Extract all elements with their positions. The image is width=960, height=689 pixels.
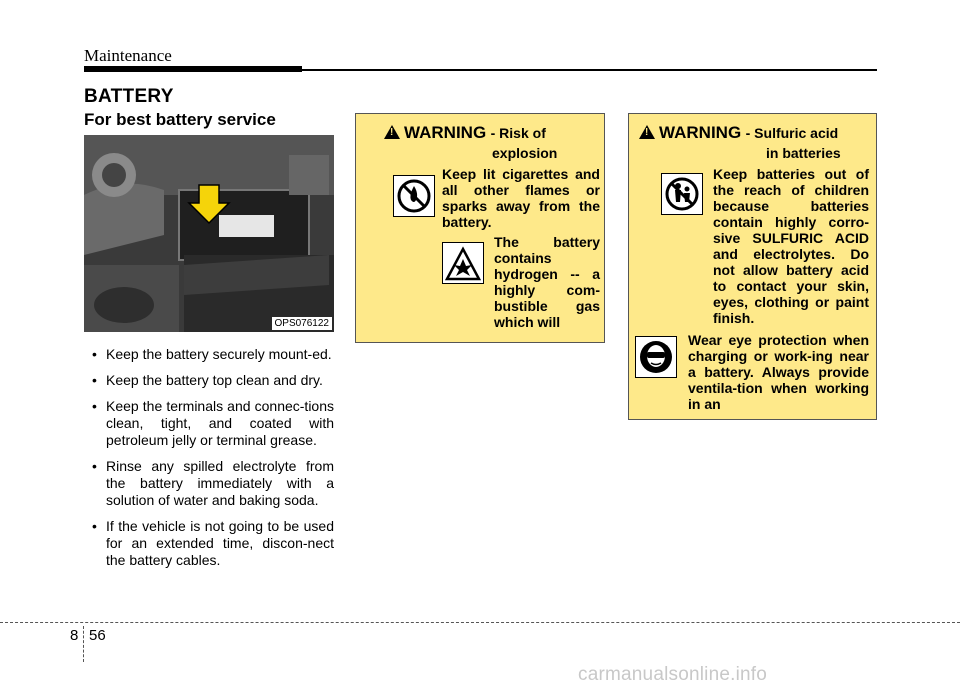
warning-triangle-icon [639, 125, 655, 139]
warning-heading [384, 123, 546, 143]
explosion-icon [442, 242, 484, 284]
warning-subtitle-line2: in batteries [766, 145, 841, 161]
eye-protection-icon [635, 336, 677, 378]
keep-from-children-icon [661, 173, 703, 215]
warning-word: WARNING [404, 123, 487, 142]
warning-text-children: Keep batteries out of the reach of children because batteries contain highly corro-sive SULFURIC ACID and electrolytes. Do not allow battery acid to contact your skin, eyes, clothing or paint finish. [713, 166, 869, 326]
warning-text-flames: Keep lit cigarettes and all other flames or sparks away from the battery. [442, 166, 600, 230]
warning-heading [639, 123, 838, 143]
header-title: Maintenance [84, 46, 172, 65]
list-item: • Rinse any spilled electrolyte from the battery immediately with a solution of water and baking soda. [84, 458, 334, 509]
section-title: BATTERY [84, 86, 174, 107]
footer-divider [0, 622, 960, 623]
list-item: • Keep the battery securely mount-ed. [84, 346, 334, 363]
watermark: carmanualsonline.info [578, 664, 768, 685]
warning-text-hydrogen: The battery contains hydrogen -- a highly com-bustible gas which will [494, 234, 600, 330]
warning-text-eye-protection: Wear eye protection when charging or work-ing near a battery. Always provide ventila-tion when working in an [688, 332, 869, 412]
battery-photo [84, 135, 334, 332]
list-item: • If the vehicle is not going to be used for an extended time, discon-nect the battery cables. [84, 518, 334, 569]
warning-subtitle-line2: explosion [492, 145, 558, 161]
no-flame-icon [393, 175, 435, 217]
warning-subtitle: - Sulfuric acid [745, 125, 839, 141]
battery-tips-list [84, 346, 334, 578]
chapter-number: 8 [70, 627, 79, 644]
figure-code: OPS076122 [272, 317, 333, 330]
header-rule-thick [84, 66, 302, 72]
warning-explosion-box [355, 113, 605, 343]
warning-triangle-icon [384, 125, 400, 139]
page-number: 56 [89, 627, 106, 644]
warning-subtitle: - Risk of [490, 125, 546, 141]
subsection-title: For best battery service [84, 110, 276, 129]
header-rule-thin [302, 69, 877, 71]
warning-sulfuric-acid-box [628, 113, 877, 420]
list-item: • Keep the terminals and connec-tions clean, tight, and coated with petroleum jelly or terminal grease. [84, 398, 334, 449]
list-item: • Keep the battery top clean and dry. [84, 372, 334, 389]
engine-bay-illustration [84, 135, 334, 332]
page-number-separator [83, 626, 84, 662]
warning-word: WARNING [659, 123, 742, 142]
